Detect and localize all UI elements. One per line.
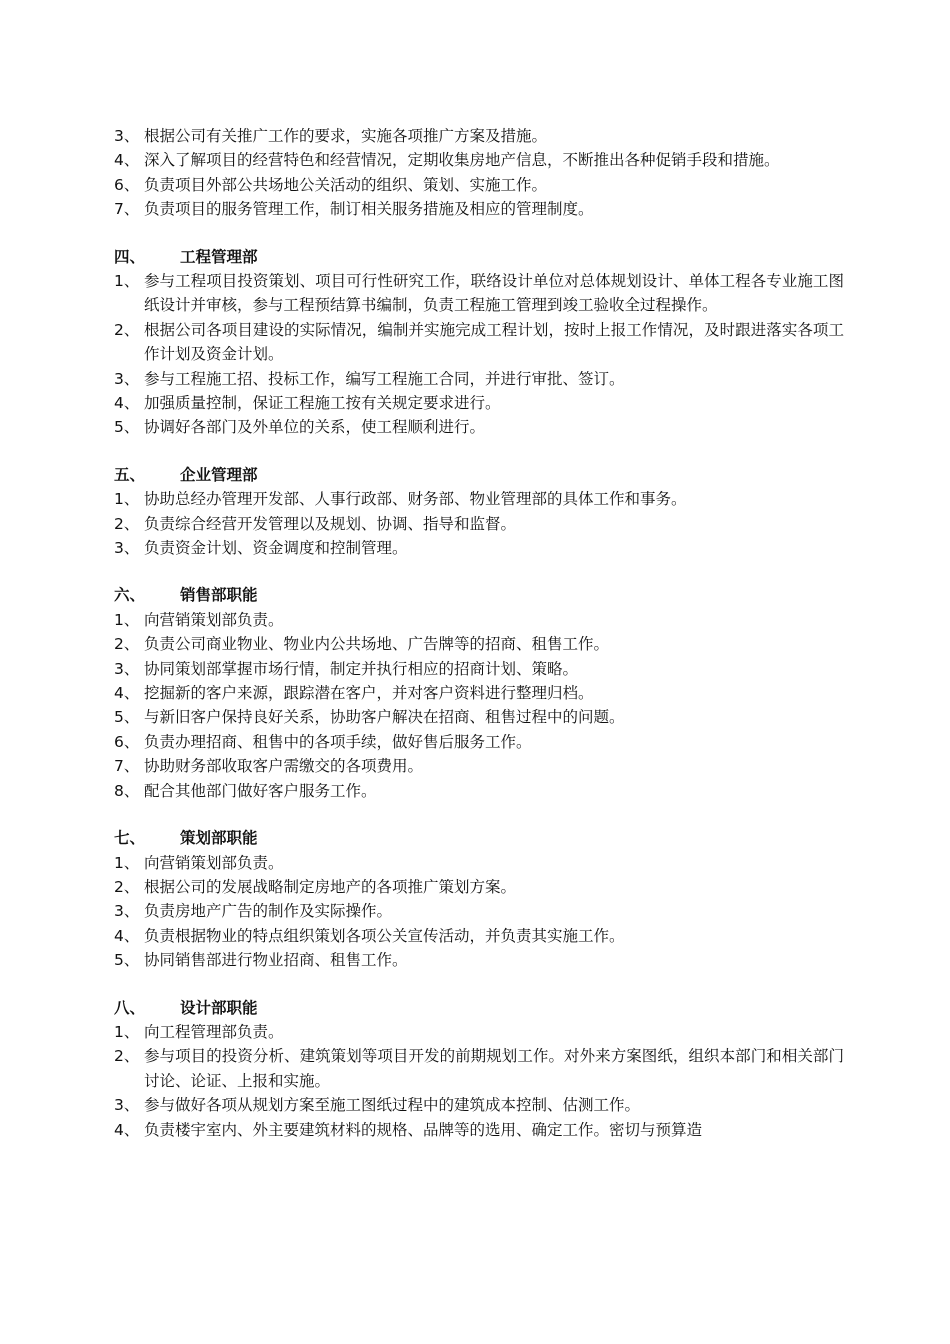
list-item <box>114 1118 844 1142</box>
list-item <box>114 148 844 172</box>
item-text: 挖掘新的客户来源，跟踪潜在客户，并对客户资料进行整理归档。 <box>144 684 594 703</box>
section-number: 七、 <box>114 829 146 848</box>
item-number: 3、 <box>114 902 140 921</box>
item-text: 负责公司商业物业、物业内公共场地、广告牌等的招商、租售工作。 <box>144 635 610 654</box>
list-item <box>114 705 844 729</box>
item-number: 5、 <box>114 951 140 970</box>
section-block <box>114 996 844 1142</box>
item-text: 根据公司的发展战略制定房地产的各项推广策划方案。 <box>144 877 517 896</box>
item-number: 5、 <box>114 418 140 437</box>
item-text: 负责根据物业的特点组织策划各项公关宣传活动，并负责其实施工作。 <box>144 926 625 945</box>
section-number: 六、 <box>114 586 146 605</box>
item-text: 根据公司有关推广工作的要求，实施各项推广方案及措施。 <box>144 127 548 145</box>
list-item <box>114 1093 844 1117</box>
item-number: 5、 <box>114 708 140 727</box>
list-item <box>114 1020 844 1044</box>
item-number: 7、 <box>114 200 140 219</box>
item-text: 负责资金计划、资金调度和控制管理。 <box>144 539 408 558</box>
section-title: 策划部职能 <box>180 829 258 848</box>
item-number: 4、 <box>114 684 140 703</box>
item-number: 3、 <box>114 659 140 678</box>
list-item <box>114 657 844 681</box>
section-heading <box>114 826 844 850</box>
item-number: 2、 <box>114 320 140 339</box>
item-number: 3、 <box>114 539 140 558</box>
item-text: 协同策划部掌握市场行情，制定并执行相应的招商计划、策略。 <box>144 659 579 678</box>
item-text: 配合其他部门做好客户服务工作。 <box>144 781 377 800</box>
item-number: 1、 <box>114 1022 140 1041</box>
item-text: 加强质量控制，保证工程施工按有关规定要求进行。 <box>144 394 501 413</box>
section-block <box>114 583 844 803</box>
section-heading <box>114 583 844 607</box>
list-item <box>114 608 844 632</box>
section-number: 四、 <box>114 247 146 266</box>
list-item <box>114 173 844 197</box>
list-item <box>114 318 844 367</box>
item-number: 2、 <box>114 877 140 896</box>
section-block <box>114 463 844 561</box>
section-title: 设计部职能 <box>180 998 258 1017</box>
item-number: 1、 <box>114 610 140 629</box>
item-number: 2、 <box>114 514 140 533</box>
list-item <box>114 924 844 948</box>
item-text: 参与工程项目投资策划、项目可行性研究工作，联络设计单位对总体规划设计、单体工程各专业施工图纸设计并审核，参与工程预结算书编制，负责工程施工管理到竣工验收全过程操作。 <box>144 272 844 315</box>
item-text: 协助财务部收取客户需缴交的各项费用。 <box>144 757 424 776</box>
list-item <box>114 269 844 318</box>
list-item <box>114 730 844 754</box>
item-text: 负责楼宇室内、外主要建筑材料的规格、品牌等的选用、确定工作。密切与预算造 <box>144 1120 703 1139</box>
item-number: 6、 <box>114 732 140 751</box>
item-number: 1、 <box>114 490 140 509</box>
item-text: 参与做好各项从规划方案至施工图纸过程中的建筑成本控制、估测工作。 <box>144 1096 641 1115</box>
list-item <box>114 875 844 899</box>
item-text: 负责办理招商、租售中的各项手续，做好售后服务工作。 <box>144 732 532 751</box>
section-heading <box>114 463 844 487</box>
list-item <box>114 197 844 221</box>
section-title: 销售部职能 <box>180 586 258 605</box>
section-title: 工程管理部 <box>180 247 258 266</box>
item-text: 负责房地产广告的制作及实际操作。 <box>144 902 393 921</box>
item-number: 3、 <box>114 127 140 145</box>
section-block <box>114 124 844 222</box>
item-text: 深入了解项目的经营特色和经营情况，定期收集房地产信息，不断推出各种促销手段和措施。 <box>144 151 780 170</box>
section-title: 企业管理部 <box>180 465 258 484</box>
item-text: 负责项目外部公共场地公关活动的组织、策划、实施工作。 <box>144 175 548 194</box>
document-body <box>114 124 844 1165</box>
list-item <box>114 536 844 560</box>
section-block <box>114 245 844 440</box>
item-text: 向营销策划部负责。 <box>144 853 284 872</box>
item-text: 负责项目的服务管理工作，制订相关服务措施及相应的管理制度。 <box>144 200 594 219</box>
item-number: 1、 <box>114 853 140 872</box>
item-text: 协同销售部进行物业招商、租售工作。 <box>144 951 408 970</box>
item-number: 3、 <box>114 1096 140 1115</box>
item-number: 6、 <box>114 175 140 194</box>
list-item <box>114 899 844 923</box>
section-block <box>114 826 844 972</box>
item-number: 3、 <box>114 369 140 388</box>
list-item <box>114 632 844 656</box>
list-item <box>114 415 844 439</box>
item-number: 4、 <box>114 151 140 170</box>
section-heading <box>114 996 844 1020</box>
item-number: 4、 <box>114 926 140 945</box>
section-number: 八、 <box>114 998 146 1017</box>
list-item <box>114 367 844 391</box>
list-item <box>114 124 844 148</box>
list-item <box>114 851 844 875</box>
list-item <box>114 754 844 778</box>
section-number: 五、 <box>114 465 146 484</box>
item-text: 负责综合经营开发管理以及规划、协调、指导和监督。 <box>144 514 517 533</box>
list-item <box>114 779 844 803</box>
item-number: 1、 <box>114 272 140 291</box>
item-text: 向营销策划部负责。 <box>144 610 284 629</box>
list-item <box>114 487 844 511</box>
item-text: 协调好各部门及外单位的关系，使工程顺利进行。 <box>144 418 486 437</box>
item-number: 8、 <box>114 781 140 800</box>
item-number: 2、 <box>114 635 140 654</box>
item-number: 4、 <box>114 394 140 413</box>
list-item <box>114 512 844 536</box>
item-number: 2、 <box>114 1047 140 1066</box>
list-item <box>114 1044 844 1093</box>
list-item <box>114 948 844 972</box>
item-number: 4、 <box>114 1120 140 1139</box>
item-text: 与新旧客户保持良好关系，协助客户解决在招商、租售过程中的问题。 <box>144 708 625 727</box>
list-item <box>114 391 844 415</box>
item-text: 参与项目的投资分析、建筑策划等项目开发的前期规划工作。对外来方案图纸，组织本部门和相关部门讨论、论证、上报和实施。 <box>144 1047 844 1090</box>
item-text: 向工程管理部负责。 <box>144 1022 284 1041</box>
item-text: 根据公司各项目建设的实际情况，编制并实施完成工程计划，按时上报工作情况，及时跟进落实各项工作计划及资金计划。 <box>144 320 844 364</box>
section-heading <box>114 245 844 269</box>
item-text: 协助总经办管理开发部、人事行政部、财务部、物业管理部的具体工作和事务。 <box>144 490 687 509</box>
item-number: 7、 <box>114 757 140 776</box>
item-text: 参与工程施工招、投标工作，编写工程施工合同，并进行审批、签订。 <box>144 369 625 388</box>
list-item <box>114 681 844 705</box>
